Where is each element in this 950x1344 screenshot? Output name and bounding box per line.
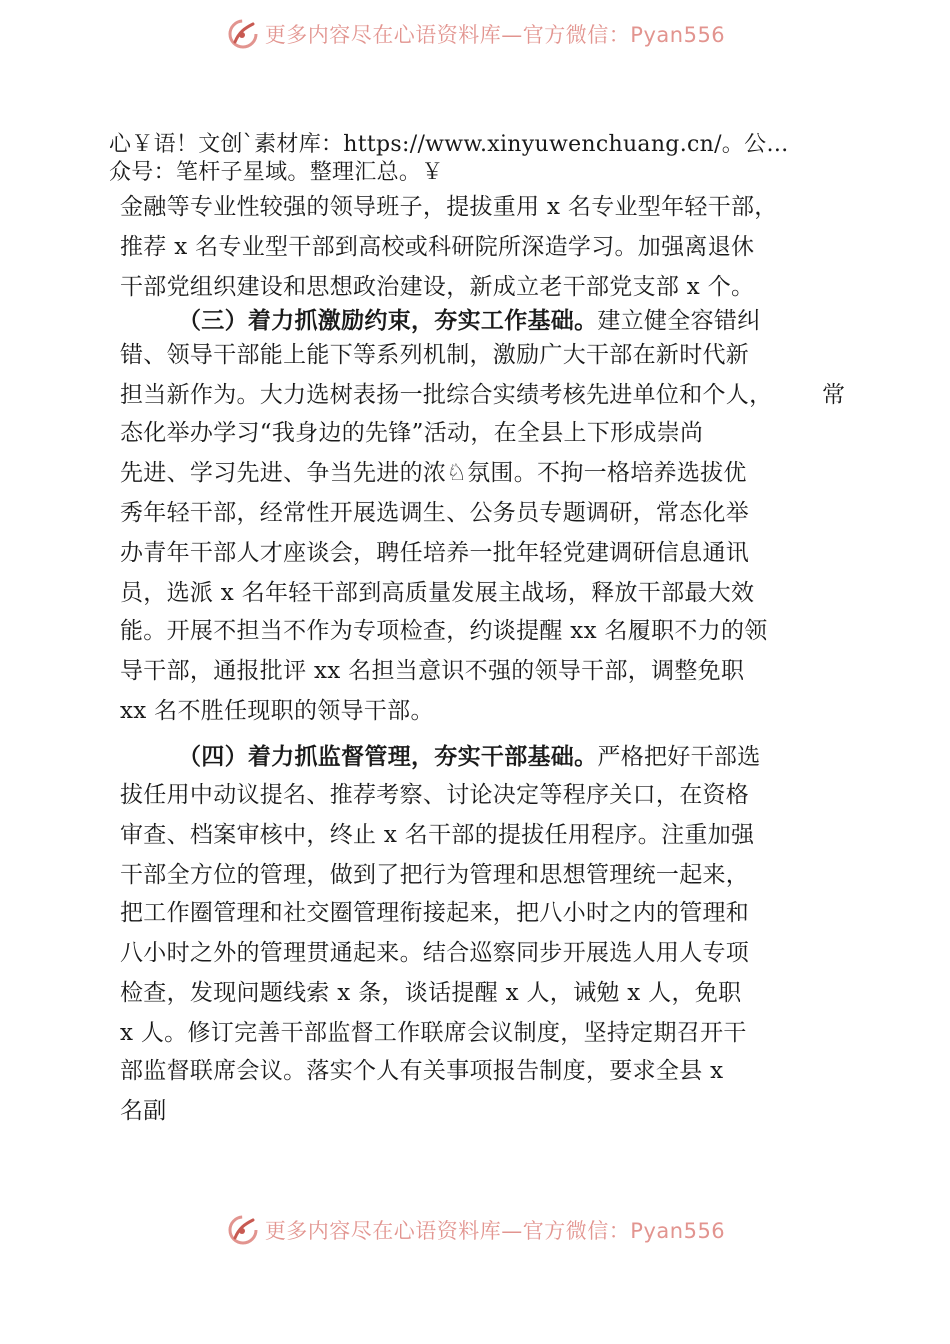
body-line: 先进、学习先进、争当先进的浓♘氛围。不拘一格培养选拔优 — [120, 460, 747, 486]
body-line: 审查、档案审核中，终止 x 名干部的提拔任用程序。注重加强 — [120, 822, 755, 848]
bottom-banner — [0, 1210, 950, 1250]
body-line: 员，选派 x 名年轻干部到高质量发展主战场，释放干部最大效 — [120, 580, 755, 606]
body-line: 秀年轻干部，经常性开展选调生、公务员专题调研，常态化举 — [120, 500, 750, 526]
body-line: 干部党组织建设和思想政治建设，新成立老干部党支部 x 个。 — [120, 274, 755, 300]
header-line-1: 心￥语！文创`素材库：https://www.xinyuwenchuang.cn/。公… — [109, 132, 789, 157]
body-line: 办青年干部人才座谈会，聘任培养一批年轻党建调研信息通讯 — [120, 540, 750, 566]
body-line-tail: 常 — [822, 382, 846, 408]
body-line: 推荐 x 名专业型干部到高校或科研院所深造学习。加强离退休 — [120, 234, 755, 260]
paragraph-4-first-line — [178, 742, 761, 772]
body-line: 干部全方位的管理，做到了把行为管理和思想管理统一起来， — [120, 862, 750, 888]
body-line: 检查，发现问题线索 x 条，谈话提醒 x 人，诫勉 x 人，免职 — [120, 980, 742, 1006]
body-line: x 人。修订完善干部监督工作联席会议制度，坚持定期召开干 — [120, 1020, 747, 1046]
paragraph-4-heading: （四）着力抓监督管理，夯实干部基础。 — [178, 744, 598, 770]
paragraph-4-text: 严格把好干部选 — [597, 744, 761, 770]
body-line: 八小时之外的管理贯通起来。结合巡察同步开展选人用人专项 — [120, 940, 750, 966]
body-line: 名副 — [120, 1098, 167, 1124]
body-line: 把工作圈管理和社交圈管理衔接起来，把八小时之内的管理和 — [120, 900, 750, 926]
top-banner — [0, 14, 950, 54]
body-line: 错、领导干部能上能下等系列机制，激励广大干部在新时代新 — [120, 342, 750, 368]
body-line: 能。开展不担当不作为专项检查，约谈提醒 xx 名履职不力的领 — [120, 618, 768, 644]
body-line: 金融等专业性较强的领导班子，提拔重用 x 名专业型年轻干部， — [120, 194, 778, 220]
body-line: 拔任用中动议提名、推荐考察、讨论决定等程序关口，在资格 — [120, 782, 750, 808]
paragraph-3-text: 建立健全容错纠 — [597, 308, 761, 334]
body-line: 导干部，通报批评 xx 名担当意识不强的领导干部，调整免职 — [120, 658, 745, 684]
body-line: 部监督联席会议。落实个人有关事项报告制度，要求全县 x — [120, 1058, 724, 1084]
brush-swirl-logo-icon — [225, 16, 261, 52]
brush-swirl-logo-icon — [225, 1212, 261, 1248]
body-line: 态化举办学习“我身边的先锋”活动，在全县上下形成崇尚 — [120, 420, 704, 446]
header-line-2: 众号：笔杆子星域。整理汇总。￥ — [109, 160, 444, 185]
paragraph-3-heading: （三）着力抓激励约束，夯实工作基础。 — [178, 308, 598, 334]
banner-text: 更多内容尽在心语资料库—官方微信：Pyan556 — [264, 23, 726, 47]
body-line: 担当新作为。大力选树表扬一批综合实绩考核先进单位和个人， — [120, 382, 773, 408]
paragraph-3-first-line — [178, 306, 761, 336]
banner-text: 更多内容尽在心语资料库—官方微信：Pyan556 — [264, 1219, 726, 1243]
body-line: xx 名不胜任现职的领导干部。 — [120, 698, 434, 724]
